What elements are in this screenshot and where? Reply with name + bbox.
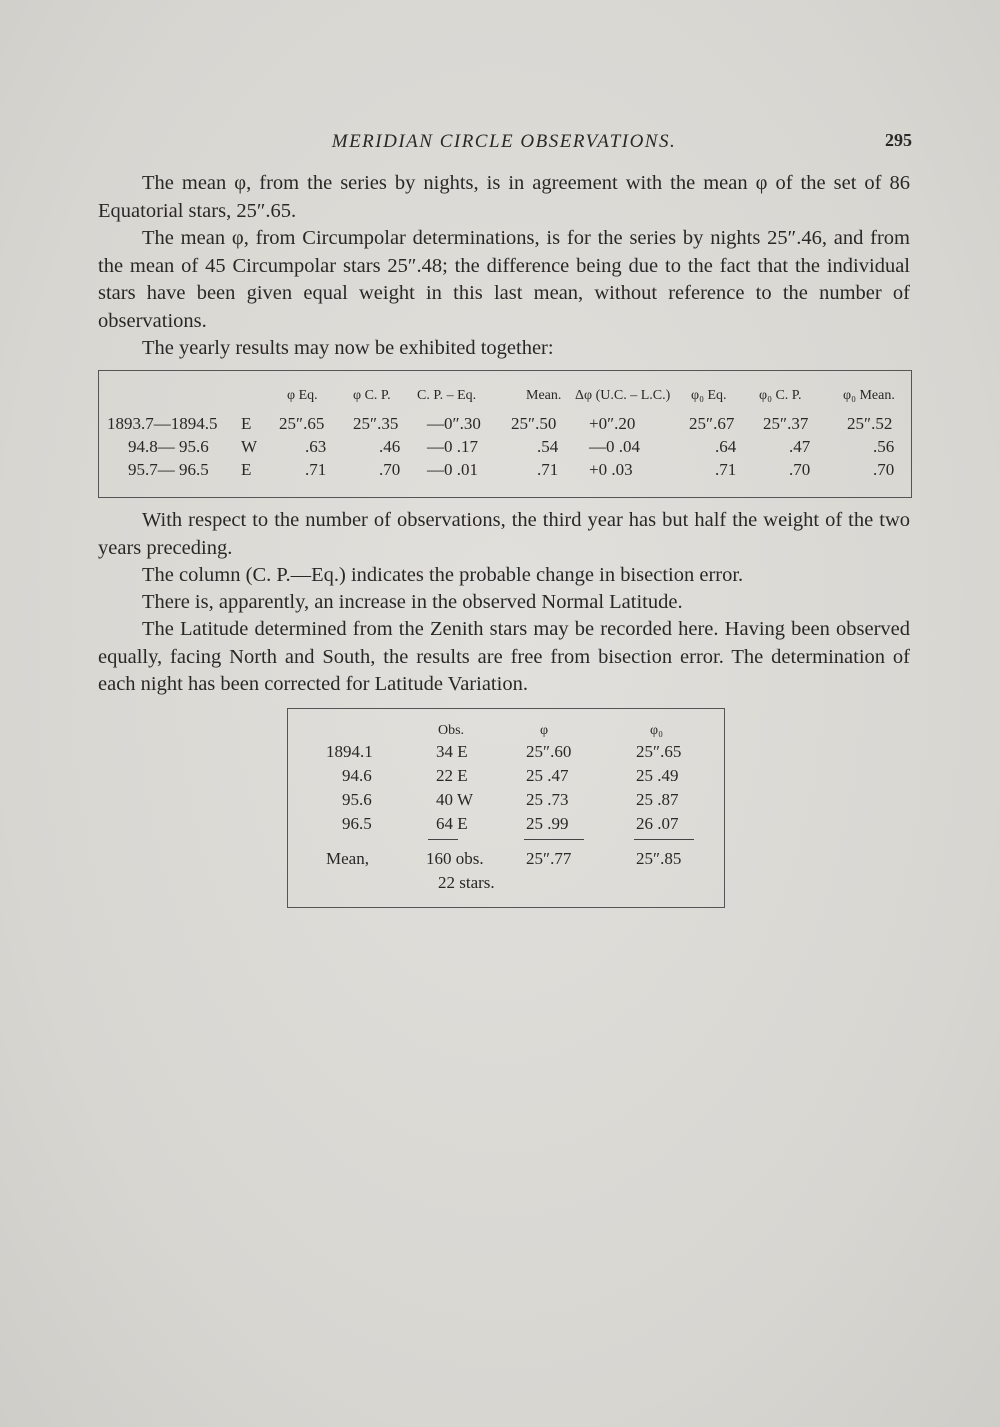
obs-cell: 40 W bbox=[436, 790, 473, 809]
sum-rule bbox=[428, 839, 458, 840]
table-cell: +0″.20 bbox=[589, 414, 636, 433]
epoch-cell: 94.6 bbox=[342, 766, 372, 785]
table-cell: 25″.37 bbox=[763, 414, 809, 433]
table-cell: 25″.35 bbox=[353, 414, 399, 433]
paragraph: The yearly results may now be exhibited together: bbox=[142, 337, 554, 359]
period-cell: 1893.7—1894.5 bbox=[107, 414, 218, 433]
direction-cell: E bbox=[241, 460, 252, 479]
phi0-cell: 25 .49 bbox=[636, 766, 679, 785]
sum-rule bbox=[634, 839, 694, 840]
paragraph: With respect to the number of observations, the third year has but half the weight of the two years preceding. bbox=[98, 509, 910, 559]
yearly-results-table bbox=[98, 370, 912, 498]
column-header: Δφ (U.C. – L.C.) bbox=[575, 388, 671, 403]
table-cell: +0 .03 bbox=[589, 460, 633, 479]
column-header: φ bbox=[540, 723, 549, 738]
table-cell: 25″.52 bbox=[847, 414, 893, 433]
paragraph: There is, apparently, an increase in the observed Normal Latitude. bbox=[142, 591, 683, 613]
column-header: φ₀ Eq. bbox=[691, 388, 727, 403]
phi-cell: 25 .47 bbox=[526, 766, 569, 785]
epoch-cell: 95.6 bbox=[342, 790, 372, 809]
period-cell: 94.8— 95.6 bbox=[128, 437, 209, 456]
phi-cell: 25 .99 bbox=[526, 814, 569, 833]
phi0-cell: 25″.65 bbox=[636, 742, 682, 761]
table-cell: .70 bbox=[873, 460, 895, 479]
table-cell: —0 .04 bbox=[589, 437, 640, 456]
table-cell: —0 .17 bbox=[427, 437, 478, 456]
running-head bbox=[96, 128, 912, 158]
table-cell: .46 bbox=[379, 437, 401, 456]
table-cell: .54 bbox=[537, 437, 559, 456]
mean-phi: 25″.77 bbox=[526, 849, 572, 868]
table-cell: .71 bbox=[537, 460, 559, 479]
table-cell: —0 .01 bbox=[427, 460, 478, 479]
paragraph: The Latitude determined from the Zenith stars may be recorded here. Having been observed equally, facing North and South, the results are free from bisection error. The determination of each night has been corrected for Latitude Variation. bbox=[98, 618, 910, 695]
table-cell: 25″.65 bbox=[279, 414, 325, 433]
table-cell: 25″.50 bbox=[511, 414, 557, 433]
column-header: Obs. bbox=[438, 723, 465, 738]
table-cell: .56 bbox=[873, 437, 895, 456]
table-cell: .63 bbox=[305, 437, 327, 456]
table-cell: .47 bbox=[789, 437, 811, 456]
page-number: 295 bbox=[885, 130, 912, 150]
table-cell: .70 bbox=[789, 460, 811, 479]
table-cell: .64 bbox=[715, 437, 737, 456]
obs-cell: 64 E bbox=[436, 814, 468, 833]
column-header: φ₀ bbox=[650, 723, 663, 738]
table-cell: .70 bbox=[379, 460, 401, 479]
mean-obs: 160 obs. bbox=[426, 849, 484, 868]
paragraph: The column (C. P.—Eq.) indicates the probable change in bisection error. bbox=[142, 564, 744, 586]
paragraph: The mean φ, from Circumpolar determinations, is for the series by nights 25″.46, and from the mean of 45 Circumpolar stars 25″.48; the difference being due to the fact that the individual stars have been given equal weight in this last mean, without reference to the number of observations. bbox=[98, 227, 910, 332]
mean-label: Mean, bbox=[326, 849, 369, 868]
epoch-cell: 96.5 bbox=[342, 814, 372, 833]
epoch-cell: 1894.1 bbox=[326, 742, 373, 761]
column-header: φ₀ C. P. bbox=[759, 388, 802, 403]
paragraph: The mean φ, from the series by nights, is in agreement with the mean φ of the set of 86 Equatorial stars, 25″.65. bbox=[98, 172, 910, 222]
period-cell: 95.7— 96.5 bbox=[128, 460, 209, 479]
zenith-latitude-table bbox=[287, 708, 725, 908]
table-cell: —0″.30 bbox=[427, 414, 481, 433]
column-header: Mean. bbox=[526, 388, 562, 403]
column-header: φ₀ Mean. bbox=[843, 388, 895, 403]
direction-cell: W bbox=[241, 437, 258, 456]
column-header: C. P. – Eq. bbox=[417, 388, 477, 403]
star-count: 22 stars. bbox=[438, 873, 495, 892]
running-title: MERIDIAN CIRCLE OBSERVATIONS. bbox=[331, 131, 677, 152]
obs-cell: 22 E bbox=[436, 766, 468, 785]
phi0-cell: 26 .07 bbox=[636, 814, 679, 833]
table-cell: .71 bbox=[305, 460, 327, 479]
direction-cell: E bbox=[241, 414, 252, 433]
phi0-cell: 25 .87 bbox=[636, 790, 679, 809]
column-header: φ C. P. bbox=[353, 388, 391, 403]
phi-cell: 25 .73 bbox=[526, 790, 569, 809]
sum-rule bbox=[524, 839, 584, 840]
column-header: φ Eq. bbox=[287, 388, 318, 403]
mean-phi0: 25″.85 bbox=[636, 849, 682, 868]
obs-cell: 34 E bbox=[436, 742, 468, 761]
table-cell: .71 bbox=[715, 460, 737, 479]
phi-cell: 25″.60 bbox=[526, 742, 572, 761]
table-cell: 25″.67 bbox=[689, 414, 735, 433]
